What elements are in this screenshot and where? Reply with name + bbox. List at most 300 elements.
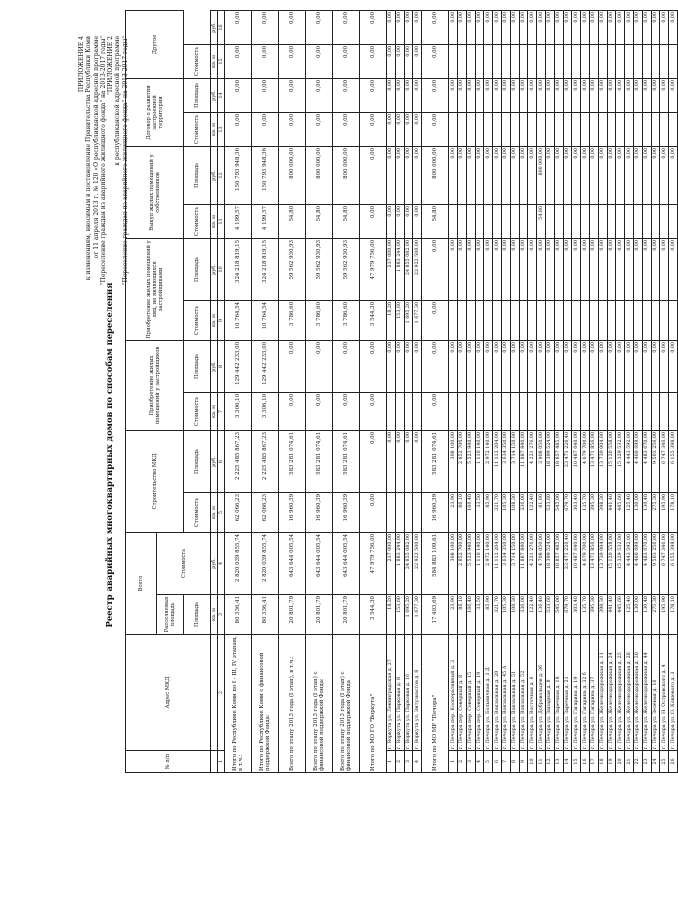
header-line: "Переселение граждан из аварийного жилищного фонда" на 2013-2017 годы"	[99, 36, 107, 286]
total-value: 0,00	[279, 112, 306, 146]
row-value: 5 523 940,00	[466, 532, 475, 594]
table-row	[633, 10, 642, 772]
row-value: 4 708 050,00	[537, 532, 546, 594]
total-label: Всего по этапу 2013 года (I этап) с финансовой поддержкой Фонда	[333, 635, 360, 773]
row-address: г. Воркута ул. Парковая д. 16	[404, 635, 413, 751]
row-value	[616, 300, 625, 340]
row-value: 3 634 350,00	[501, 430, 510, 492]
row-value: 11 887 840,00	[519, 430, 528, 492]
total-value: 62 066,23	[225, 492, 252, 532]
total-value: 3 786,60	[279, 300, 306, 340]
row-address: г. Печора ул. Железнодорожная д. 28	[625, 635, 634, 751]
row-value	[519, 204, 528, 238]
total-row	[360, 10, 387, 772]
row-value: 237 000,00	[387, 238, 396, 300]
row-value	[607, 112, 616, 146]
row-value: 0,00	[660, 78, 669, 112]
table-row	[669, 10, 678, 772]
total-value: 0,00	[360, 492, 387, 532]
col-cost: Стоимость	[184, 392, 211, 430]
row-value: 11 112 204,00	[493, 532, 502, 594]
col-area: Площадь	[184, 146, 211, 204]
row-value: 0,00	[607, 146, 616, 204]
total-value: 59 562 930,93	[279, 238, 306, 300]
row-value: 0,00	[493, 340, 502, 392]
row-value	[616, 392, 625, 430]
total-value: 0,00	[306, 10, 333, 44]
row-value: 398,30	[598, 492, 607, 532]
row-value: 0,00	[457, 10, 466, 44]
row-value	[387, 392, 396, 430]
col-other: Другое	[126, 10, 184, 78]
unit-rub: руб.	[211, 146, 218, 204]
row-value	[457, 392, 466, 430]
row-number: 12	[545, 751, 554, 773]
total-value: 800 000,00	[333, 146, 360, 204]
row-value	[457, 204, 466, 238]
row-value: 0,00	[510, 146, 519, 204]
row-value: 4 460 699,00	[633, 532, 642, 594]
row-value	[651, 204, 660, 238]
row-value: 395,30	[589, 595, 598, 635]
total-value: 10 764,54	[252, 300, 279, 340]
row-value	[616, 112, 625, 146]
total-value: 0,00	[252, 10, 279, 44]
row-value: 0,00	[589, 10, 598, 44]
total-value: 643 644 005,54	[306, 532, 333, 594]
units-row	[211, 10, 218, 772]
row-value: 0,00	[633, 146, 642, 204]
row-value	[528, 392, 537, 430]
table-row	[607, 10, 616, 772]
total-value: 20 801,79	[279, 595, 306, 635]
row-value: 0,00	[466, 146, 475, 204]
row-value	[669, 392, 678, 430]
row-value: 0,00	[387, 44, 396, 78]
row-address: г. Печора ул. Западная д. 8	[545, 635, 554, 751]
total-value: 4 199,57	[225, 204, 252, 238]
total-value: 150 793 948,36	[252, 146, 279, 204]
row-value: 0,00	[493, 78, 502, 112]
row-value: 18 399 524,00	[545, 532, 554, 594]
row-value	[519, 392, 528, 430]
total-row	[225, 10, 252, 772]
total-value: 16 960,39	[306, 492, 333, 532]
row-value	[598, 204, 607, 238]
row-value	[660, 392, 669, 430]
unit-rub: руб.	[211, 78, 218, 112]
row-value: 1 110 140,00	[475, 430, 484, 492]
row-value: 0,00	[387, 78, 396, 112]
row-value: 0,00	[395, 146, 404, 204]
row-value	[660, 300, 669, 340]
row-address: г. Печора ул. Вокзальная д. 52	[519, 635, 528, 751]
table-row	[660, 10, 669, 772]
row-value: 0,00	[616, 238, 625, 300]
row-address: г. Печора ул. Зеленая д. 16	[651, 635, 660, 751]
row-value	[545, 44, 554, 78]
row-number: 8	[510, 751, 519, 773]
row-value	[449, 204, 458, 238]
col-total-cost: Стоимость	[157, 532, 211, 594]
total-value: 0,00	[279, 392, 306, 430]
row-value: 0,00	[572, 78, 581, 112]
col-developer: Договор о развитии застроенной территории	[126, 78, 184, 146]
total-value: 20 801,79	[306, 595, 333, 635]
row-value: 3 634 350,00	[501, 532, 510, 594]
row-value	[395, 392, 404, 430]
table-row	[493, 10, 502, 772]
row-value	[545, 204, 554, 238]
total-value: 0,00	[279, 44, 306, 78]
table-row	[501, 10, 510, 772]
row-value: 195,90	[660, 595, 669, 635]
header-line: ПРИЛОЖЕНИЕ 4	[78, 36, 85, 93]
row-value	[501, 44, 510, 78]
row-value	[493, 44, 502, 78]
row-number: 7	[501, 751, 510, 773]
row-value: 86,10	[457, 595, 466, 635]
row-number: 1	[387, 751, 396, 773]
total-value: 583 281 074,61	[306, 430, 333, 492]
row-value	[493, 300, 502, 340]
total-value: 10 764,54	[225, 300, 252, 340]
row-value: 15 120 558,00	[607, 532, 616, 594]
row-value	[466, 44, 475, 78]
total-value: 62 066,23	[252, 492, 279, 532]
row-value: 4 483 670,00	[642, 430, 651, 492]
row-value: 13 471 856,00	[589, 430, 598, 492]
row-value: 0,00	[660, 10, 669, 44]
row-value	[413, 392, 422, 430]
row-address: г. Воркута ул. Ленинградская д. 27	[387, 635, 396, 751]
col-area: Площадь	[184, 340, 211, 392]
total-value: 0,00	[422, 78, 449, 112]
total-value: 3 306,10	[225, 392, 252, 430]
row-address: г. Печора ул. Вокзальная д. 20	[493, 635, 502, 751]
row-value: 0,00	[651, 238, 660, 300]
row-value: 336,00	[519, 492, 528, 532]
row-value: 0,00	[669, 78, 678, 112]
row-address: г. Печора ул. Гагарина д. 32 б	[581, 635, 590, 751]
row-value	[528, 300, 537, 340]
row-value: 0,00	[484, 78, 493, 112]
total-value: 2 820 039 855,74	[225, 532, 252, 594]
table-row	[598, 10, 607, 772]
table-row	[457, 10, 466, 772]
row-value: 0,00	[651, 146, 660, 204]
header-line: "Переселение граждан из аварийного жилищного фонда" на 2013-2017 годы"	[121, 36, 129, 286]
row-value	[589, 300, 598, 340]
row-value: 0,00	[625, 146, 634, 204]
row-value: 1 695,20	[404, 300, 413, 340]
row-address: г. Печора ул. Заречная д. 21	[563, 635, 572, 751]
row-value: 22 922 500,00	[413, 238, 422, 300]
row-value: 0,00	[387, 430, 396, 492]
column-number: 12	[218, 146, 225, 204]
row-value: 275,30	[651, 595, 660, 635]
row-value: 0,00	[545, 78, 554, 112]
row-value	[484, 300, 493, 340]
row-value	[501, 392, 510, 430]
row-value: 23 471 226,40	[563, 430, 572, 492]
row-value: 11 887 840,00	[519, 532, 528, 594]
row-value: 178,10	[669, 595, 678, 635]
column-number: 10	[218, 238, 225, 300]
row-address: г. Печора ул. Железнодорожная д. 30	[633, 635, 642, 751]
page-title: Реестр аварийных многоквартирных домов по способам переселения	[104, 282, 114, 628]
row-value	[387, 492, 396, 532]
row-value: 0,00	[598, 10, 607, 44]
col-area: Площадь	[184, 430, 211, 492]
row-value: 0,00	[466, 340, 475, 392]
row-value	[484, 204, 493, 238]
row-value	[572, 204, 581, 238]
row-value: 0,00	[457, 340, 466, 392]
row-value: 0,00	[484, 10, 493, 44]
row-value	[669, 44, 678, 78]
row-value: 4 483 670,00	[642, 532, 651, 594]
row-address: г. Печора пер. Северный д. 15	[466, 635, 475, 751]
row-value: 0,00	[625, 340, 634, 392]
row-value: 0,00	[554, 340, 563, 392]
row-value	[528, 112, 537, 146]
row-value	[633, 204, 642, 238]
total-value: 0,00	[360, 112, 387, 146]
unit-rub: руб.	[211, 10, 218, 44]
row-value: 0,00	[537, 238, 546, 300]
row-value: 153,60	[395, 300, 404, 340]
col-area: Площадь	[184, 78, 211, 112]
total-value: 2 225 485 867,23	[252, 430, 279, 492]
row-value	[475, 300, 484, 340]
unit-m2: кв. м	[211, 204, 218, 238]
table-row	[404, 10, 413, 772]
row-value	[669, 204, 678, 238]
table-row	[387, 10, 396, 772]
row-value: 6 747 346,00	[660, 430, 669, 492]
total-value: 80 336,41	[252, 595, 279, 635]
row-value	[633, 44, 642, 78]
row-value: 0,00	[563, 78, 572, 112]
row-value: 0,00	[395, 430, 404, 492]
row-value	[466, 300, 475, 340]
row-value	[607, 300, 616, 340]
unit-rub: руб.	[211, 238, 218, 300]
col-cost: Стоимость	[184, 300, 211, 340]
row-number: 13	[554, 751, 563, 773]
row-value: 336,00	[519, 595, 528, 635]
total-value: 129 442 233,00	[225, 340, 252, 392]
row-value: 0,00	[589, 146, 598, 204]
total-value: 0,00	[306, 112, 333, 146]
row-value	[537, 392, 546, 430]
row-value: 153,60	[395, 595, 404, 635]
row-number: 17	[589, 751, 598, 773]
row-address: г. Печора ул. Вокзальная д. 51	[510, 635, 519, 751]
row-value	[607, 392, 616, 430]
row-value: 0,00	[395, 44, 404, 78]
row-address: г. Печора ул. Заречная д. 18	[554, 635, 563, 751]
row-value: 0,00	[642, 238, 651, 300]
row-value: 0,00	[537, 340, 546, 392]
row-address: г. Воркута ул. Парковая д. 8	[395, 635, 404, 751]
row-value: 0,00	[589, 78, 598, 112]
row-value: 0,00	[387, 340, 396, 392]
total-value: 0,00	[422, 112, 449, 146]
total-value: 59 562 930,93	[333, 238, 360, 300]
total-label: Всего по этапу 2013 года (I этап) с финансовой поддержкой Фонда:	[306, 635, 333, 773]
row-value: 0,00	[449, 78, 458, 112]
row-value: 0,00	[572, 10, 581, 44]
header-line: к республиканской адресной программе	[114, 36, 122, 166]
row-value	[651, 392, 660, 430]
row-value: 15 329 532,00	[616, 532, 625, 594]
row-value: 0,00	[528, 238, 537, 300]
row-value: 0,00	[642, 340, 651, 392]
row-value: 0,00	[669, 10, 678, 44]
row-value	[554, 112, 563, 146]
row-value: 0,00	[510, 340, 519, 392]
row-value: 18 399 524,00	[545, 430, 554, 492]
row-value: 0,00	[404, 146, 413, 204]
row-value	[581, 392, 590, 430]
table-row	[519, 10, 528, 772]
table-row	[475, 10, 484, 772]
row-value: 0,00	[669, 146, 678, 204]
total-value: 0,00	[306, 392, 333, 430]
total-row	[306, 10, 333, 772]
row-value: 4 679 700,00	[581, 430, 590, 492]
total-value: 0,00	[306, 78, 333, 112]
row-value: 33,50	[475, 595, 484, 635]
total-value: 0,00	[360, 340, 387, 392]
row-value: 23,90	[449, 595, 458, 635]
row-value: 308 100,00	[449, 532, 458, 594]
table-row	[589, 10, 598, 772]
total-value: 0,00	[225, 78, 252, 112]
row-value	[484, 392, 493, 430]
row-number: 2	[457, 751, 466, 773]
row-value: 0,00	[484, 146, 493, 204]
row-value: 0,00	[475, 340, 484, 392]
total-value: 0,00	[333, 78, 360, 112]
total-value: 0,00	[360, 392, 387, 430]
row-address: г. Печора ул. Железнодорожная д. 44	[642, 635, 651, 751]
unit-m2: кв. м	[211, 492, 218, 532]
row-value: 0,00	[519, 78, 528, 112]
row-number: 5	[484, 751, 493, 773]
row-value: 0,00	[642, 146, 651, 204]
row-value	[598, 44, 607, 78]
numbers-row	[218, 10, 225, 772]
row-value: 0,00	[519, 10, 528, 44]
row-value	[510, 300, 519, 340]
row-address: г. Печора пер. Северный д. 8	[457, 635, 466, 751]
total-value: 150 793 948,36	[225, 146, 252, 204]
total-value: 0,00	[252, 44, 279, 78]
row-value: 0,00	[484, 238, 493, 300]
row-value	[457, 112, 466, 146]
col-cost: Стоимость	[184, 112, 211, 146]
row-value: 1 677,30	[413, 300, 422, 340]
row-value	[642, 204, 651, 238]
row-value	[510, 44, 519, 78]
row-value: 130,40	[642, 492, 651, 532]
row-value: 303,40	[572, 492, 581, 532]
row-value: 0,00	[581, 78, 590, 112]
row-value	[581, 204, 590, 238]
row-value: 13 739 004,00	[598, 532, 607, 594]
row-value: 178,10	[669, 492, 678, 532]
row-value: 81,60	[537, 492, 546, 532]
row-address: г. Печора ул. Добровольцев д. 3б	[537, 635, 546, 751]
row-value: 23 471 226,40	[563, 532, 572, 594]
row-value	[528, 44, 537, 78]
row-value	[510, 112, 519, 146]
row-value: 1 677,30	[413, 595, 422, 635]
total-label: Итого по Республике Коми с финансовой поддержкой Фонда:	[252, 635, 279, 773]
total-value: 47 979 756,00	[360, 532, 387, 594]
row-value: 0,00	[633, 238, 642, 300]
col-construction: Строительство МКД	[126, 430, 184, 532]
total-label: Итого по Республике Коми по I - III, IV этапам, в т.ч.:	[225, 635, 252, 773]
row-value	[554, 44, 563, 78]
unit-rub: руб.	[211, 340, 218, 392]
row-value	[669, 112, 678, 146]
row-value	[660, 44, 669, 78]
table-row	[572, 10, 581, 772]
row-value: 0,00	[633, 10, 642, 44]
row-value: 0,00	[413, 146, 422, 204]
table-row	[554, 10, 563, 772]
total-value: 0,00	[422, 10, 449, 44]
col-address: Адрес МКД	[126, 635, 211, 751]
row-value: 0,00	[413, 44, 422, 78]
row-address: г. Печора ул. Железнодорожная д. 24	[607, 635, 616, 751]
row-value	[493, 112, 502, 146]
row-value	[466, 204, 475, 238]
row-value: 105,30	[501, 492, 510, 532]
row-value: 0,00	[501, 146, 510, 204]
row-value: 108,30	[510, 595, 519, 635]
table-row	[625, 10, 634, 772]
total-value: 0,00	[333, 340, 360, 392]
row-value: 0,00	[642, 10, 651, 44]
total-value: 129 442 233,00	[252, 340, 279, 392]
row-number: 20	[616, 751, 625, 773]
row-value	[493, 392, 502, 430]
row-value: 0,00	[625, 78, 634, 112]
row-value: 6 155 398,00	[669, 532, 678, 594]
total-value: 0,00	[360, 10, 387, 44]
row-value: 0,00	[413, 10, 422, 44]
row-value	[510, 204, 519, 238]
row-value: 545,00	[554, 492, 563, 532]
row-value: 13 471 856,00	[589, 532, 598, 594]
table-row	[395, 10, 404, 772]
row-value	[475, 112, 484, 146]
total-value: 800 000,00	[306, 146, 333, 204]
column-number: 11	[218, 204, 225, 238]
row-value: 0,00	[563, 238, 572, 300]
row-value: 0,00	[563, 10, 572, 44]
row-value: 0,00	[510, 238, 519, 300]
row-value	[572, 112, 581, 146]
total-value: 47 979 756,00	[360, 238, 387, 300]
row-value: 0,00	[607, 238, 616, 300]
total-value: 3 786,60	[306, 300, 333, 340]
